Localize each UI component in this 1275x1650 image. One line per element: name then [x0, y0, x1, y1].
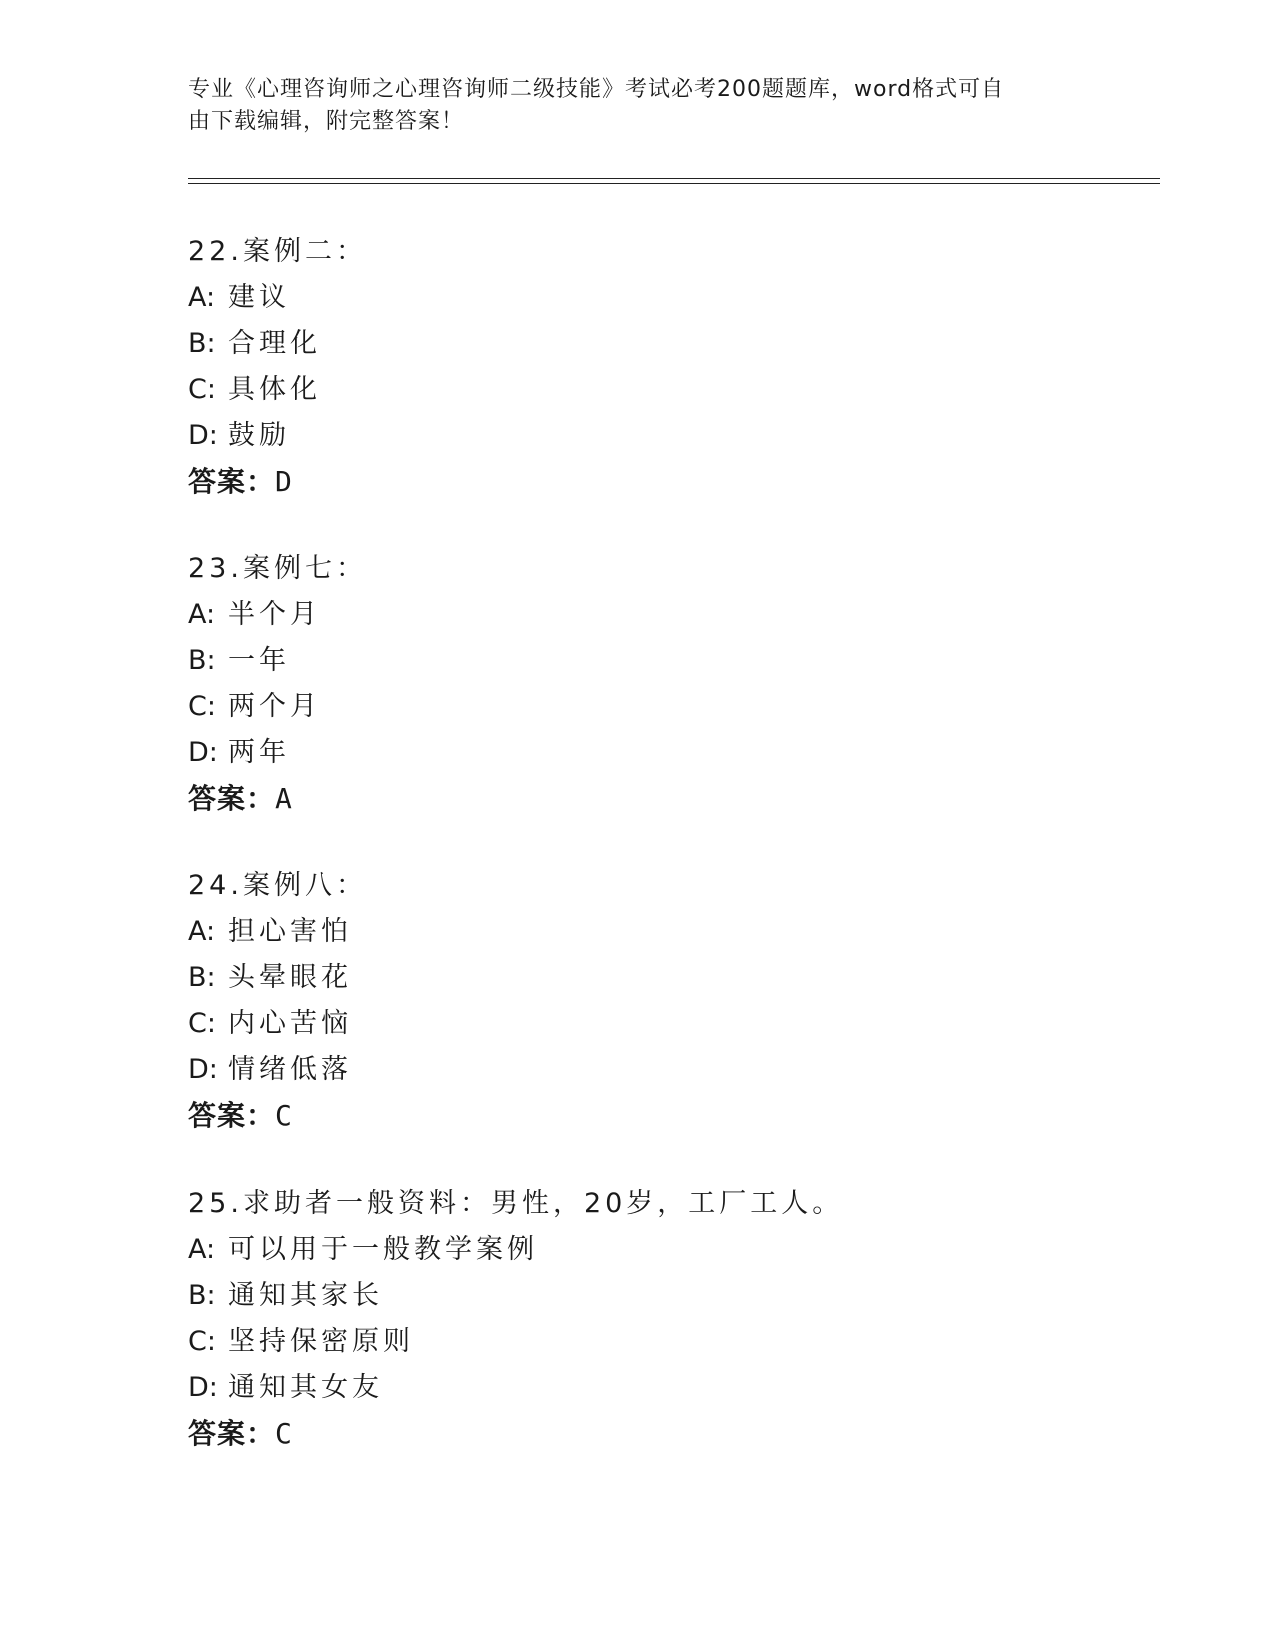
option-text: 建议 — [228, 282, 290, 313]
header-line-2: 由下载编辑，附完整答案！ — [188, 109, 465, 134]
option-letter: C: — [188, 1326, 216, 1357]
option-letter: B: — [188, 645, 216, 676]
answer — [188, 459, 1168, 505]
answer-label: 答案： — [188, 1099, 276, 1132]
option-letter: D: — [188, 1372, 218, 1403]
option-b — [188, 321, 1168, 367]
option-c — [188, 684, 1168, 730]
answer-value: A — [275, 782, 293, 815]
option-letter: C: — [188, 374, 216, 405]
option-letter: C: — [188, 691, 216, 722]
option-b — [188, 955, 1168, 1001]
option-text: 两个月 — [228, 691, 321, 722]
option-text: 鼓励 — [228, 420, 290, 451]
answer-label: 答案： — [188, 782, 276, 815]
option-c — [188, 367, 1168, 413]
question-title: 24.案例八： — [188, 870, 367, 901]
option-text: 通知其家长 — [228, 1280, 383, 1311]
question-22 — [188, 229, 1168, 505]
question-23 — [188, 546, 1168, 822]
option-letter: D: — [188, 737, 218, 768]
option-letter: B: — [188, 328, 216, 359]
option-d — [188, 413, 1168, 459]
option-d — [188, 730, 1168, 776]
option-text: 合理化 — [228, 328, 321, 359]
header-divider-bottom — [188, 183, 1160, 184]
question-25 — [188, 1181, 1168, 1457]
answer-label: 答案： — [188, 465, 276, 498]
option-text: 坚持保密原则 — [228, 1326, 414, 1357]
answer — [188, 1411, 1168, 1457]
option-letter: A: — [188, 282, 216, 313]
option-text: 头晕眼花 — [228, 962, 352, 993]
option-letter: A: — [188, 599, 216, 630]
option-d — [188, 1365, 1168, 1411]
option-a — [188, 592, 1168, 638]
document-header — [188, 74, 1068, 138]
option-a — [188, 1227, 1168, 1273]
option-letter: D: — [188, 420, 218, 451]
option-c — [188, 1319, 1168, 1365]
question-title: 25.求助者一般资料：男性，20岁，工厂工人。 — [188, 1188, 844, 1219]
answer-value: D — [275, 465, 293, 498]
question-24 — [188, 863, 1168, 1139]
option-text: 情绪低落 — [228, 1054, 352, 1085]
option-text: 担心害怕 — [228, 916, 352, 947]
option-letter: A: — [188, 916, 216, 947]
answer-value: C — [275, 1099, 293, 1132]
header-line-1: 专业《心理咨询师之心理咨询师二级技能》考试必考200题题库，word格式可自 — [188, 77, 1005, 102]
option-b — [188, 1273, 1168, 1319]
option-text: 可以用于一般教学案例 — [228, 1234, 538, 1265]
option-letter: B: — [188, 1280, 216, 1311]
option-letter: B: — [188, 962, 216, 993]
option-a — [188, 275, 1168, 321]
question-title: 22.案例二： — [188, 236, 367, 267]
option-a — [188, 909, 1168, 955]
option-letter: A: — [188, 1234, 216, 1265]
option-letter: C: — [188, 1008, 216, 1039]
answer-value: C — [275, 1417, 293, 1450]
question-title: 23.案例七： — [188, 553, 367, 584]
answer — [188, 776, 1168, 822]
option-d — [188, 1047, 1168, 1093]
option-text: 具体化 — [228, 374, 321, 405]
option-text: 一年 — [228, 645, 290, 676]
option-text: 两年 — [228, 737, 290, 768]
option-b — [188, 638, 1168, 684]
option-letter: D: — [188, 1054, 218, 1085]
option-text: 半个月 — [228, 599, 321, 630]
option-text: 通知其女友 — [228, 1372, 383, 1403]
option-text: 内心苦恼 — [228, 1008, 352, 1039]
answer — [188, 1093, 1168, 1139]
answer-label: 答案： — [188, 1417, 276, 1450]
option-c — [188, 1001, 1168, 1047]
header-divider-top — [188, 178, 1160, 179]
